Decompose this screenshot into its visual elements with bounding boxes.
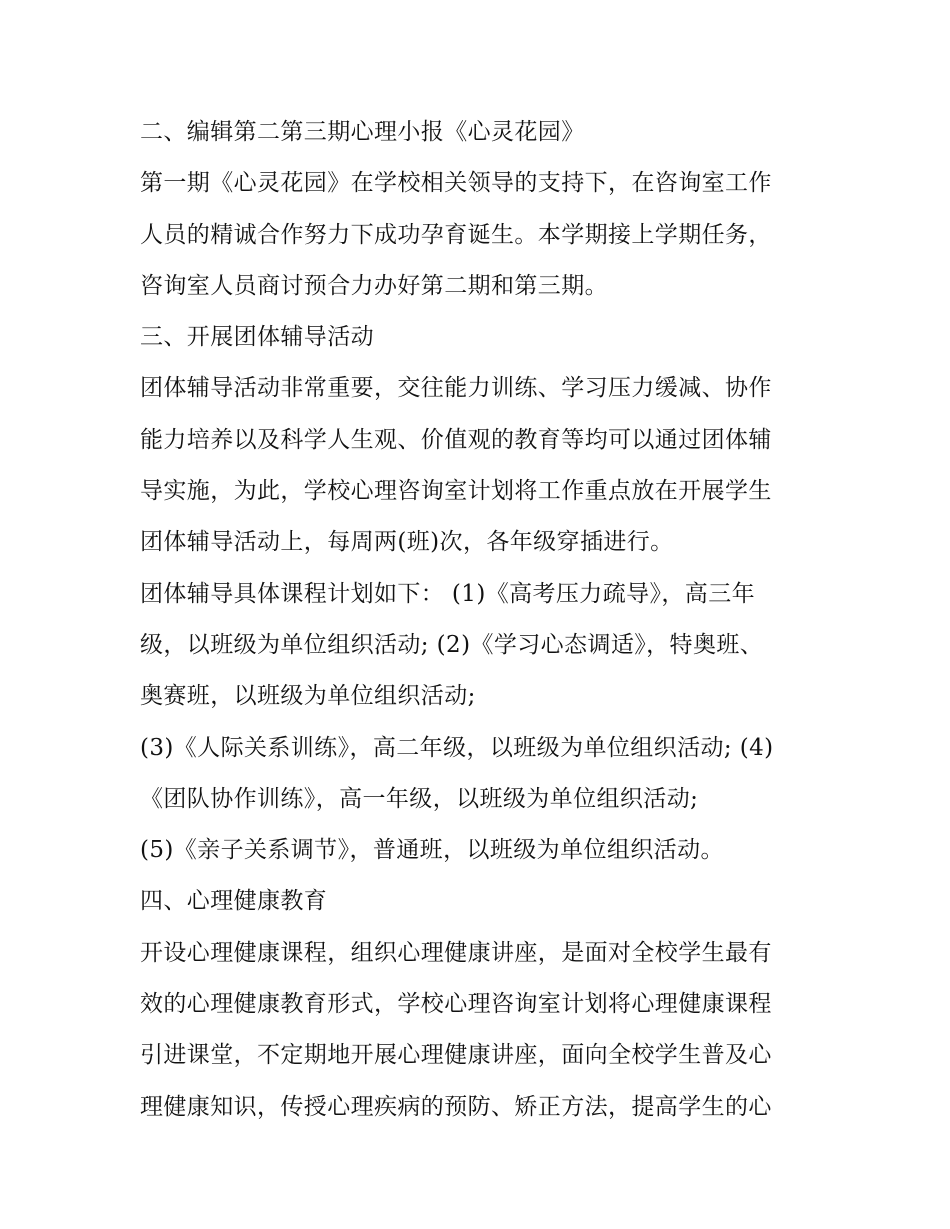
paragraph-line: 理健康知识，传授心理疾病的预防、矫正方法，提高学生的心: [140, 1093, 772, 1120]
paragraph-line: 团体辅导活动非常重要，交往能力训练、学习压力缓减、协作: [140, 375, 772, 402]
paragraph-line: 团体辅导具体课程计划如下： (1)《高考压力疏导》，高三年: [140, 580, 755, 607]
paragraph-line: 咨询室人员商讨预合力办好第二期和第三期。: [140, 272, 608, 299]
paragraph-line: (5)《亲子关系调节》，普通班，以班级为单位组织活动。: [140, 837, 724, 864]
document-page: [140, 107, 815, 1133]
paragraph-line: (3)《人际关系训练》，高二年级，以班级为单位组织活动; (4): [140, 734, 774, 761]
paragraph-line: 引进课堂，不定期地开展心理健康讲座，面向全校学生普及心: [140, 1042, 772, 1069]
paragraph-line: 团体辅导活动上，每周两(班)次，各年级穿插进行。: [140, 529, 674, 556]
paragraph-line: 级，以班级为单位组织活动; (2)《学习心态调适》，特奥班、: [140, 631, 764, 658]
paragraph-line: 第一期《心灵花园》在学校相关领导的支持下，在咨询室工作: [140, 170, 772, 197]
paragraph-line: 人员的精诚合作努力下成功孕育诞生。本学期接上学期任务，: [140, 221, 772, 248]
section-heading-mental-health-education: 四、心理健康教育: [140, 888, 328, 915]
paragraph-line: 奥赛班，以班级为单位组织活动;: [140, 683, 476, 710]
paragraph-line: 《团队协作训练》，高一年级，以班级为单位组织活动;: [140, 785, 699, 812]
paragraph-line: 开设心理健康课程，组织心理健康讲座，是面对全校学生最有: [140, 939, 772, 966]
paragraph-line: 能力培养以及科学人生观、价值观的教育等均可以通过团体辅: [140, 426, 772, 453]
paragraph-line: 导实施，为此，学校心理咨询室计划将工作重点放在开展学生: [140, 478, 772, 505]
section-heading-group-counseling: 三、开展团体辅导活动: [140, 324, 374, 351]
paragraph-line: 效的心理健康教育形式，学校心理咨询室计划将心理健康课程: [140, 991, 772, 1018]
section-heading-editing-newsletter: 二、编辑第二第三期心理小报《心灵花园》: [140, 119, 585, 145]
